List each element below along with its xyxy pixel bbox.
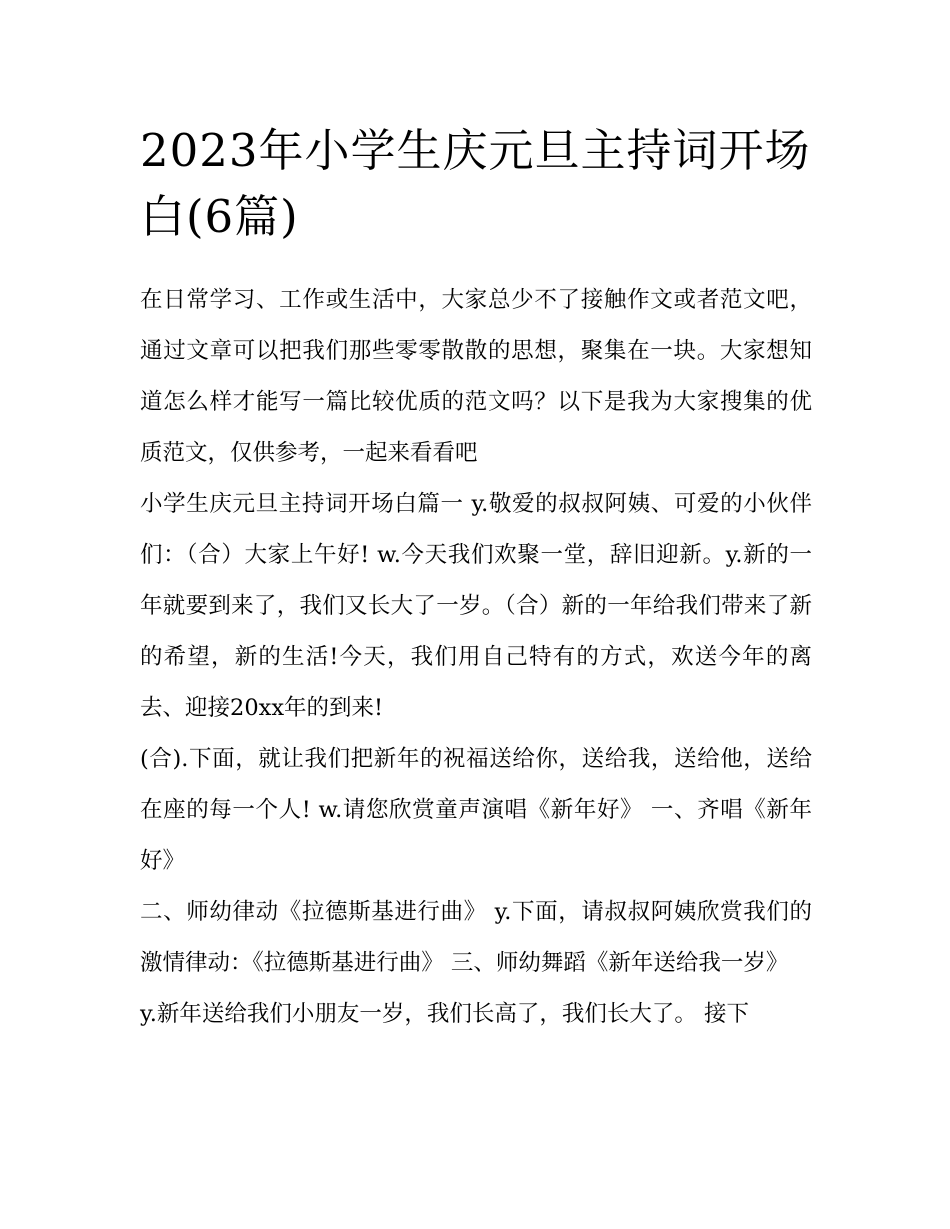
speech-paragraph-4: y.新年送给我们小朋友一岁，我们长高了，我们长大了。 接下 [140,1001,750,1027]
intro-paragraph: 在日常学习、工作或生活中，大家总少不了接触作文或者范文吧，通过文章可以把我们那些零零散散的思想，聚集在一块。大家想知道怎么样才能写一篇比较优质的范文吗？以下是我为大家搜集的优质范文，仅供参考，一起来看看吧 [140,287,812,466]
speech-paragraph-3: 二、师幼律动《拉德斯基进行曲》 y.下面，请叔叔阿姨欣赏我们的激情律动：《拉德斯基进行曲》 三、师幼舞蹈《新年送给我一岁》 [140,899,812,976]
document-body [140,275,812,1040]
document-title: 2023年小学生庆元旦主持词开场白(6篇) [140,124,811,243]
speech-paragraph-2: (合).下面，就让我们把新年的祝福送给你，送给我，送给他，送给在座的每一个人! w.请您欣赏童声演唱《新年好》 一、齐唱《新年好》 [140,746,812,874]
speech-paragraph-1: 小学生庆元旦主持词开场白篇一 y.敬爱的叔叔阿姨、可爱的小伙伴们：（合）大家上午好! w.今天我们欢聚一堂，辞旧迎新。y.新的一年就要到来了，我们又长大了一岁。（合）新的一年给我们带来了新的希望，新的生活!今天，我们用自己特有的方式，欢送今年的离去、迎接20xx年的到来! [140,491,812,721]
